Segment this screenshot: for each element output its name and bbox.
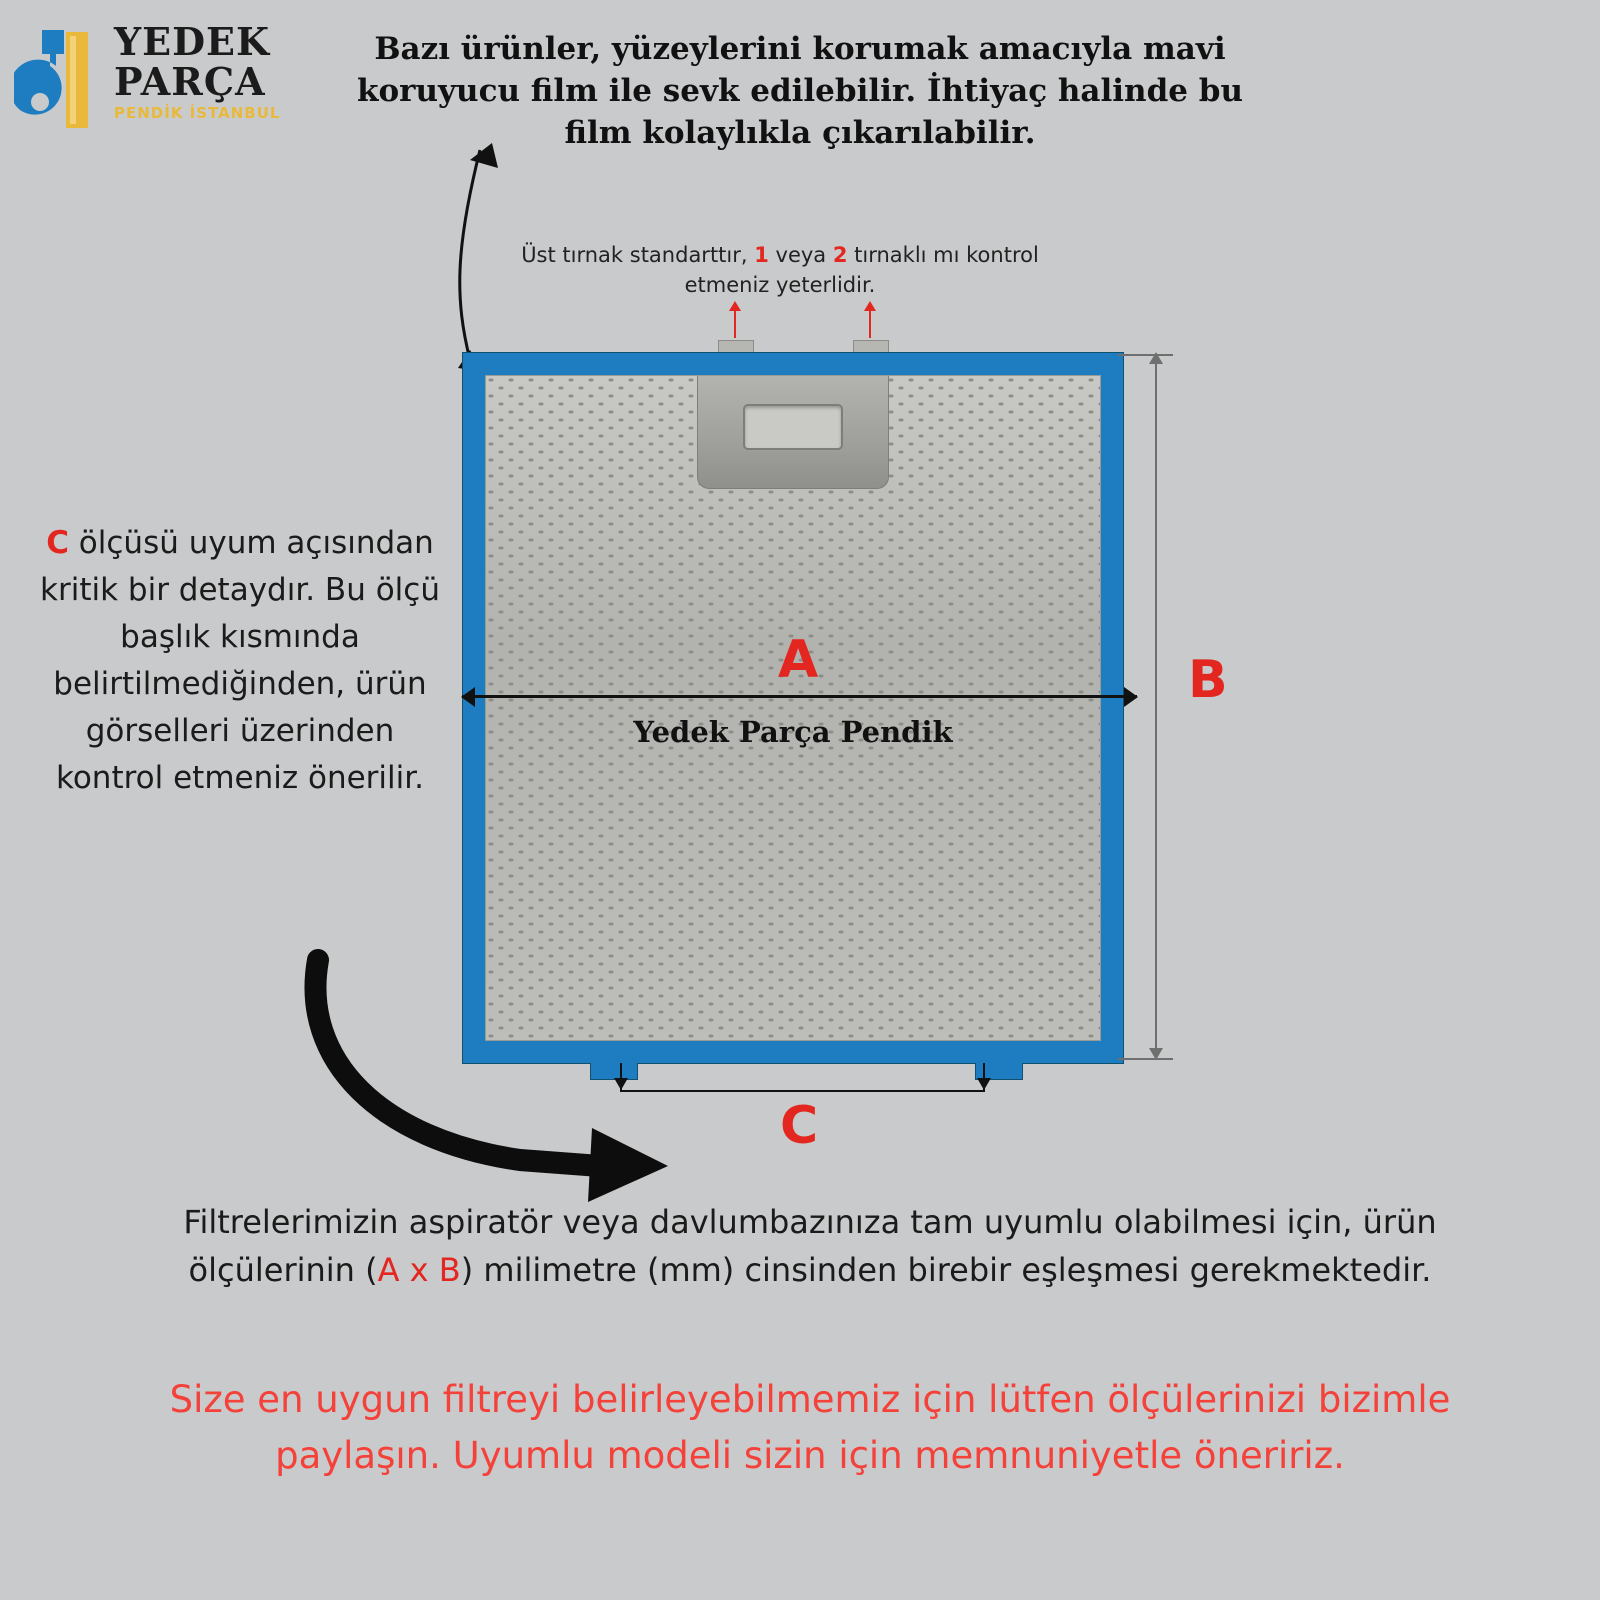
top-heading: Bazı ürünler, yüzeylerini korumak amacıyla mavi koruyucu film ile sevk edilebilir. İhtiyaç halinde bu film kolaylıkla çıkarılabilir. <box>357 31 1243 151</box>
dimension-label-a: A <box>778 630 819 690</box>
logo-wordmark <box>114 19 314 122</box>
brand-logo <box>14 10 314 150</box>
wrench-logo-icon <box>14 14 110 134</box>
tirnak-note-num2: 2 <box>832 243 848 267</box>
tirnak-note <box>520 240 1040 300</box>
filter-watermark-text: Yedek Parça Pendik <box>633 715 953 749</box>
dimension-label-b: B <box>1188 650 1228 710</box>
logo-line-2: PARÇA <box>114 59 266 104</box>
logo-subtitle: PENDİK İSTANBUL <box>114 104 281 122</box>
tirnak-note-part3: tırnaklı mı kontrol etmeniz yeterlidir. <box>684 243 1039 297</box>
filter-mesh <box>485 375 1101 1041</box>
dimension-arrow-c-right <box>977 1078 991 1090</box>
filter-handle-slot <box>743 404 843 450</box>
left-paragraph-letter: C <box>46 525 69 561</box>
bottom-cta-text: Size en uygun filtreyi belirleyebilmemiz için lütfen ölçülerinizi bizimle paylaşın. Uyumlu modeli sizin için memnuniyetle öneririz. <box>169 1378 1451 1477</box>
dimension-arrow-b-up <box>1149 352 1163 364</box>
bottom-paragraph-highlight: A x B <box>377 1251 461 1289</box>
filter-handle <box>697 376 889 489</box>
tab-pointer-arrow-1 <box>734 310 736 338</box>
dimension-label-c: C <box>780 1096 819 1156</box>
left-paragraph <box>40 520 440 802</box>
bottom-paragraph <box>120 1198 1500 1294</box>
dimension-line-c <box>620 1090 985 1092</box>
filter-frame <box>462 352 1124 1064</box>
dimension-line-a <box>462 695 1137 698</box>
bottom-paragraph-part1: Filtrelerimizin aspiratör veya davlumbazınıza tam uyumlu olabilmesi için, ürün ölçülerinin ( <box>183 1203 1437 1289</box>
dimension-arrow-b-down <box>1149 1048 1163 1060</box>
dimension-tick-b-bottom <box>1118 1058 1173 1060</box>
dimension-arrow-c-left <box>614 1078 628 1090</box>
tirnak-note-part2: veya <box>768 243 833 267</box>
dimension-tick-b-top <box>1118 354 1173 356</box>
left-paragraph-body: ölçüsü uyum açısından kritik bir detaydır. Bu ölçü başlık kısmında belirtilmediğinden, ürün görselleri üzerinden kontrol etmeniz önerilir. <box>40 525 440 796</box>
tab-pointer-arrow-2 <box>869 310 871 338</box>
tirnak-note-num1: 1 <box>754 243 769 267</box>
logo-line-1: YEDEK <box>114 19 271 64</box>
dimension-line-b <box>1155 354 1157 1060</box>
tirnak-note-part1: Üst tırnak standarttır, <box>521 243 755 267</box>
bottom-paragraph-part2: ) milimetre (mm) cinsinden birebir eşleşmesi gerekmektedir. <box>460 1251 1432 1289</box>
